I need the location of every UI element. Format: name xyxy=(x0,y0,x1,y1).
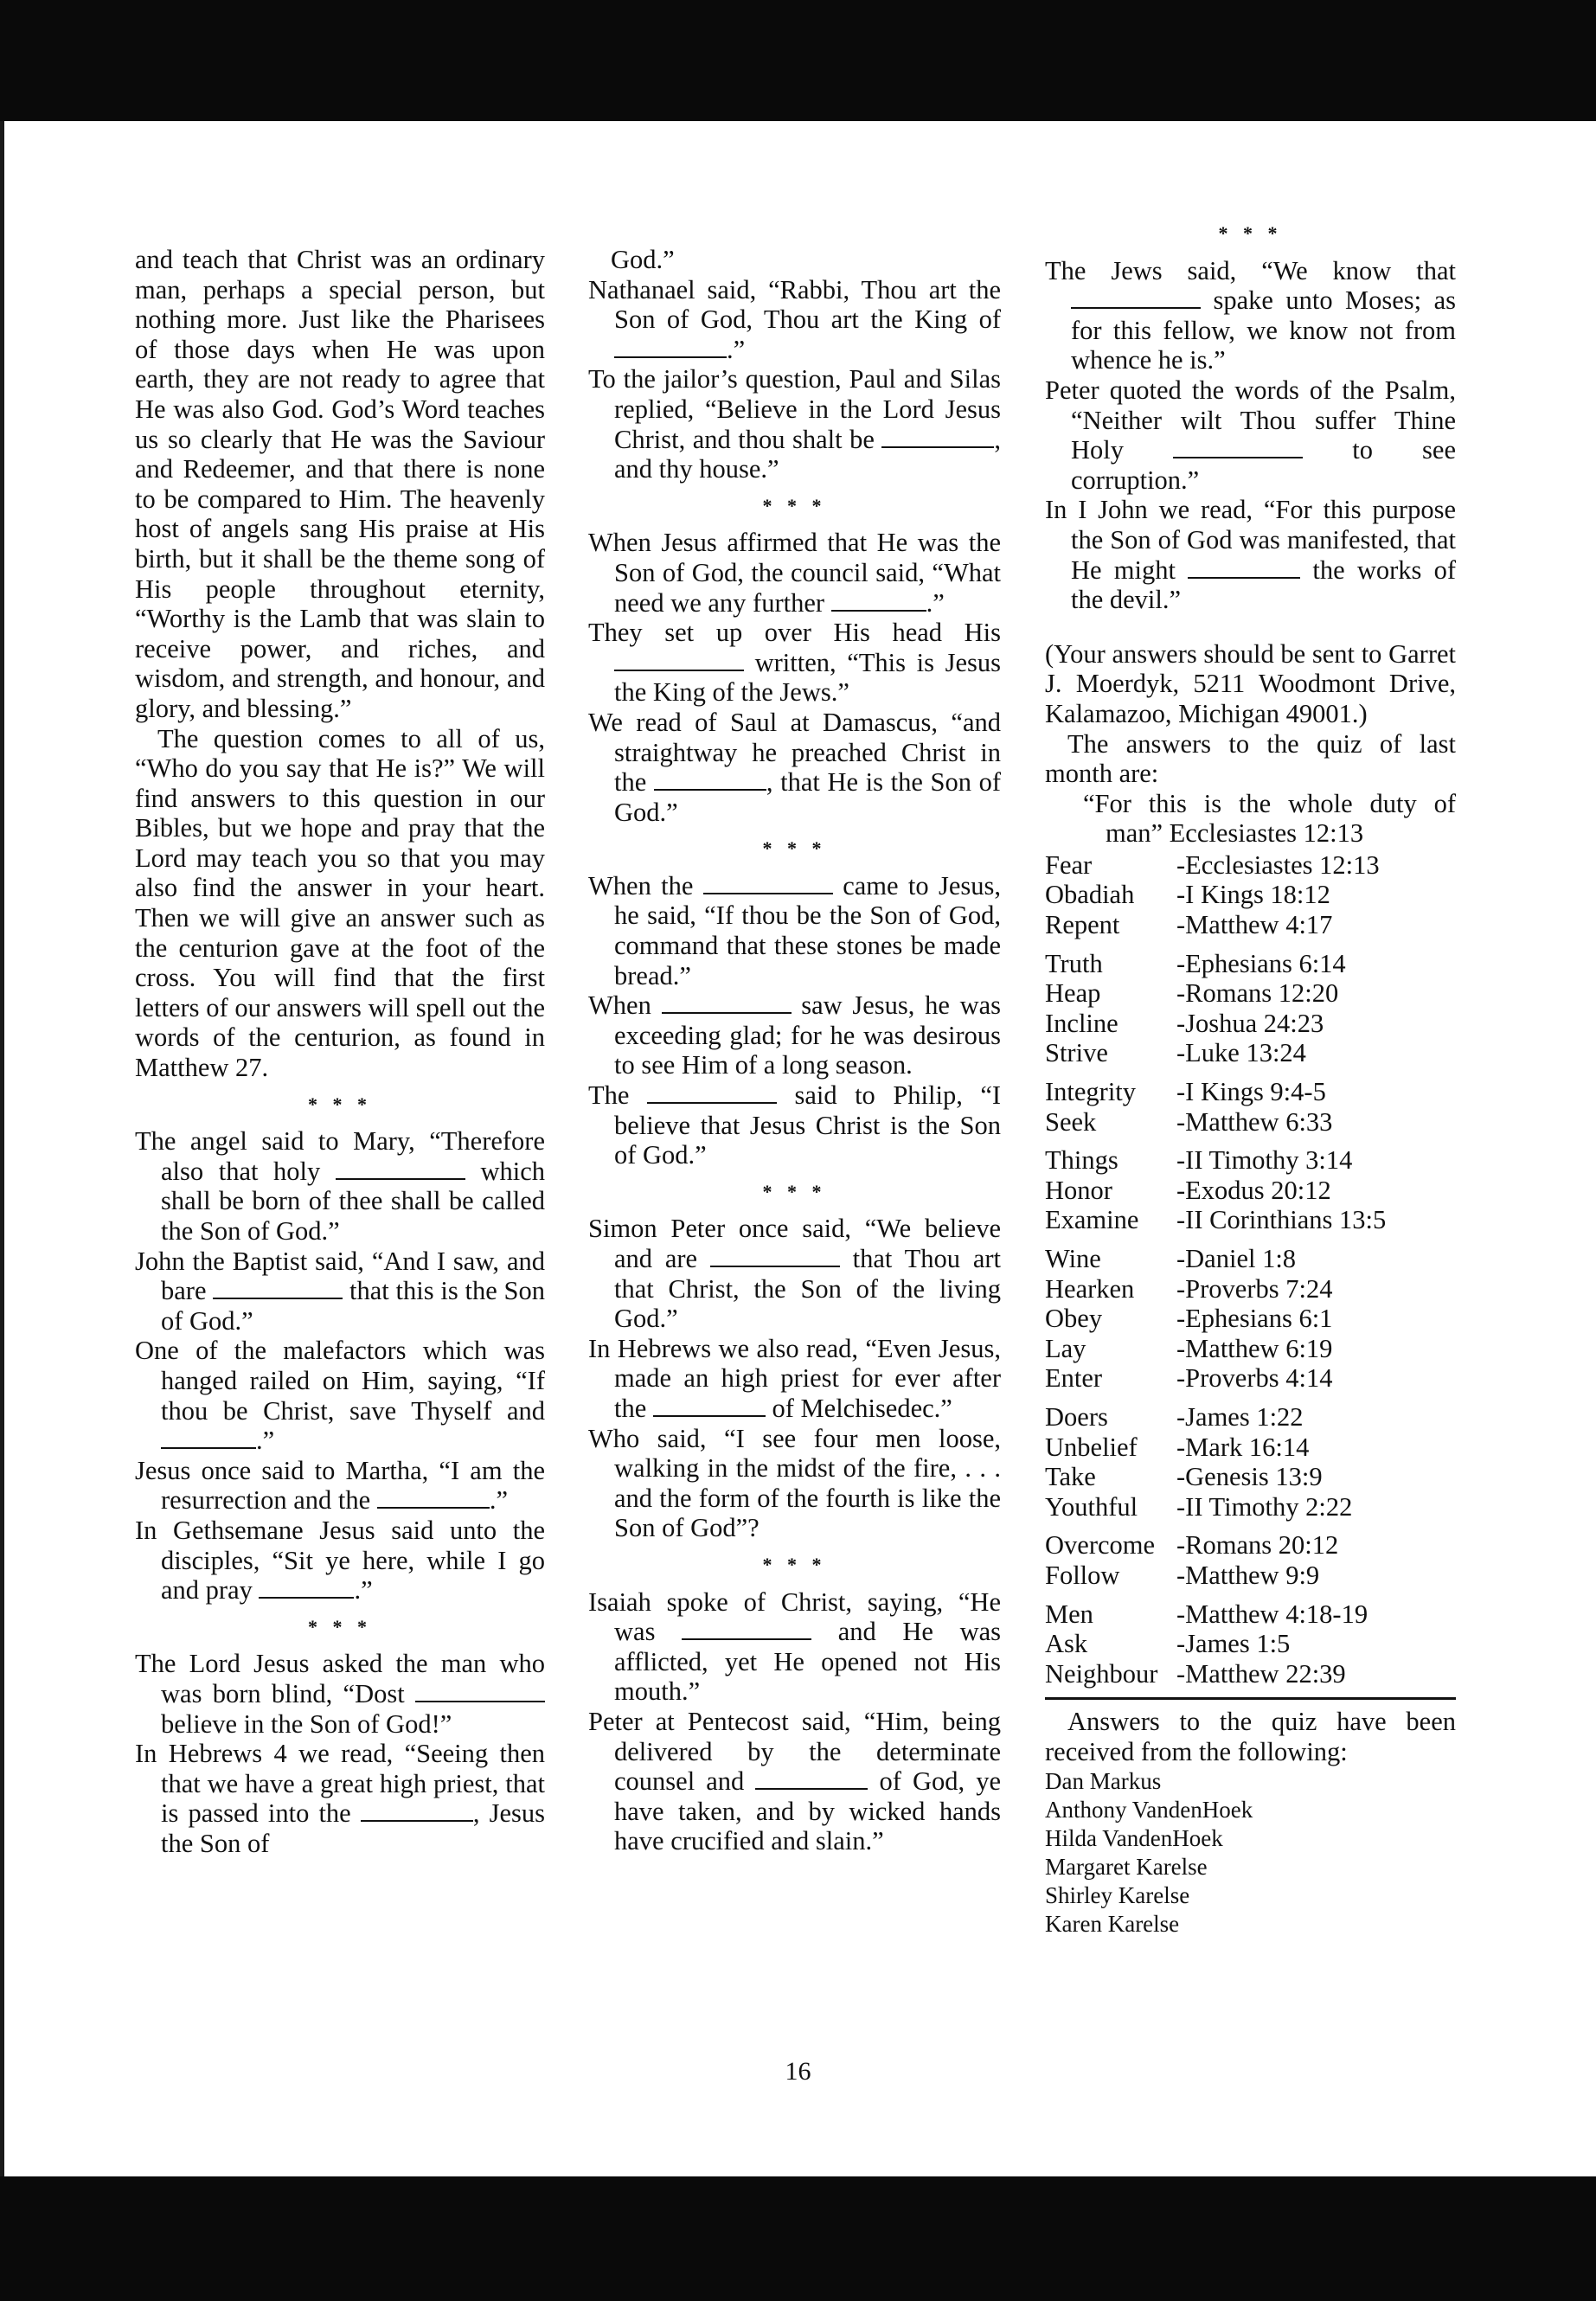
answer-reference: -Ephesians 6:14 xyxy=(1176,948,1346,978)
quiz-item: The said to Philip, “I believe that Jesus Christ is the Son of God.” xyxy=(588,1080,1002,1170)
answer-row xyxy=(1045,1561,1456,1591)
answer-blank xyxy=(614,356,727,358)
answer-row xyxy=(1045,1363,1456,1394)
answer-row xyxy=(1045,880,1456,910)
answer-reference: -James 1:5 xyxy=(1176,1629,1291,1659)
quiz-item: When saw Jesus, he was exceeding glad; for he was desirous to see Him of a long season. xyxy=(588,990,1001,1080)
answer-reference: -Proverbs 7:24 xyxy=(1176,1273,1333,1304)
answer-blank xyxy=(662,1011,792,1014)
answer-row xyxy=(1045,1009,1456,1039)
answer-blank xyxy=(1071,306,1201,309)
scan-bottom-border xyxy=(0,2176,1596,2301)
answer-blank xyxy=(1188,576,1300,579)
last-month-intro: The answers to the quiz of last month are: xyxy=(1045,728,1456,789)
respondent-name: Hilda VandenHoek xyxy=(1045,1824,1223,1851)
answer-blank xyxy=(647,1101,777,1104)
answer-word: Heap xyxy=(1045,978,1101,1009)
answer-word: Obadiah xyxy=(1045,880,1135,910)
answer-word: Obey xyxy=(1045,1304,1103,1334)
answer-blank xyxy=(682,1638,811,1640)
section-divider: * * * xyxy=(762,1180,827,1202)
answer-row xyxy=(1045,1304,1456,1334)
scan-top-border xyxy=(0,0,1596,121)
answer-row xyxy=(1045,978,1456,1009)
answer-group xyxy=(1045,850,1456,940)
answer-row xyxy=(1045,1244,1456,1274)
quiz-item: Isaiah spoke of Christ, saying, “He was and He was afflicted, yet He opened not His mouth.” xyxy=(588,1586,1002,1707)
answer-blank xyxy=(415,1700,545,1702)
answer-row xyxy=(1045,1492,1456,1522)
answer-word: Unbelief xyxy=(1045,1432,1138,1462)
answer-row xyxy=(1045,1402,1456,1433)
answer-row xyxy=(1045,1659,1456,1689)
answer-reference: -Matthew 9:9 xyxy=(1176,1560,1320,1590)
answer-blank xyxy=(336,1177,465,1180)
quiz-item: Who said, “I see four men loose, walking in the midst of the fire, . . . and the form of the fourth is like the Son of God”? xyxy=(588,1423,1001,1543)
section-divider: * * * xyxy=(762,837,827,860)
page-number: 16 xyxy=(785,2057,811,2086)
answer-row xyxy=(1045,850,1456,881)
answer-reference: -Daniel 1:8 xyxy=(1176,1244,1297,1273)
answer-reference: -II Corinthians 13:5 xyxy=(1176,1205,1387,1235)
answer-reference: -I Kings 9:4-5 xyxy=(1176,1077,1326,1107)
answer-reference: -Matthew 6:19 xyxy=(1176,1333,1333,1363)
answer-word: Overcome xyxy=(1045,1530,1156,1561)
answer-group xyxy=(1045,1077,1456,1137)
quiz-item: Nathanael said, “Rabbi, Thou art the Son of God, Thou art the King of .” xyxy=(588,274,1001,364)
answer-word: Truth xyxy=(1045,948,1103,978)
answer-reference: -Proverbs 4:14 xyxy=(1176,1363,1333,1394)
respondent-name: Margaret Karelse xyxy=(1045,1853,1208,1880)
answer-reference: -Romans 20:12 xyxy=(1176,1530,1339,1561)
answer-word: Fear xyxy=(1045,849,1093,880)
answer-word: Lay xyxy=(1045,1333,1086,1363)
quiz-item: When Jesus affirmed that He was the Son of God, the council said, “What need we any further .” xyxy=(588,528,1001,618)
answer-reference: -I Kings 18:12 xyxy=(1176,880,1330,910)
answer-row xyxy=(1045,1433,1456,1463)
respondent-name: Karen Karelse xyxy=(1045,1910,1180,1937)
answer-row xyxy=(1045,1599,1456,1630)
answer-reference: -Mark 16:14 xyxy=(1176,1432,1310,1462)
answer-row xyxy=(1045,1145,1456,1176)
answer-row xyxy=(1045,1530,1456,1561)
quiz-item: John the Baptist said, “And I saw, and bare that this is the Son of God.” xyxy=(135,1246,546,1336)
answer-reference: -Luke 13:24 xyxy=(1176,1038,1306,1068)
answer-group xyxy=(1045,1530,1456,1590)
quiz-item: To the jailor’s question, Paul and Silas replied, “Believe in the Lord Jesus Christ, and thou shalt be , and thy house.” xyxy=(588,364,1001,484)
quiz-item: One of the malefactors which was hanged railed on Him, saying, “If thou be Christ, save Thyself and .” xyxy=(135,1336,545,1456)
question-paragraph: The question comes to all of us, “Who do you say that He is?” We will find answers to this question in our Bibles, but we hope and pray that the Lord may teach you so that you may also find the answer in your heart. Then we will give an answer such as the centurion gave at the foot of the cross. You will find that the first letters of our answers will spell out the words of the centurion, as found in Matthew 27. xyxy=(135,723,545,1083)
answer-group xyxy=(1045,1599,1456,1689)
answer-row xyxy=(1045,1205,1456,1235)
intro-paragraph: and teach that Christ was an ordinary man, perhaps a special person, but nothing more. Just like the Pharisees of those days when He was upon earth, they are not ready to agree that He was also God. God’s Word teaches us so clearly that He was the Saviour and Redeemer, and that there is none to be compared to Him. The heavenly host of angels sang His praise at His birth, but it shall be the theme song of His people throughout eternity, “Worthy is the Lamb that was slain to receive power, and riches, and wisdom, and strength, and honour, and glory, and blessing.” xyxy=(135,245,545,723)
answer-reference: -Genesis 13:9 xyxy=(1176,1462,1323,1492)
answer-word: Seek xyxy=(1045,1106,1097,1137)
answer-blank xyxy=(377,1506,490,1509)
answer-word: Take xyxy=(1045,1462,1096,1492)
answer-blank xyxy=(161,1446,256,1449)
quiz-item: In Gethsemane Jesus said unto the disciples, “Sit ye here, while I go and pray .” xyxy=(135,1515,545,1606)
quiz-item: Simon Peter once said, “We believe and are that Thou art that Christ, the Son of the living God.” xyxy=(588,1214,1001,1334)
answer-blank xyxy=(213,1297,343,1299)
answer-row xyxy=(1045,1038,1456,1068)
answer-reference: -Matthew 22:39 xyxy=(1176,1658,1346,1689)
section-divider: * * * xyxy=(1218,222,1283,244)
answer-row xyxy=(1045,1077,1456,1107)
respondent-name: Dan Markus xyxy=(1045,1767,1162,1794)
answer-blank xyxy=(755,1787,868,1790)
section-divider: * * * xyxy=(308,1615,372,1638)
answer-row xyxy=(1045,1107,1456,1138)
answer-word: Hearken xyxy=(1045,1273,1135,1304)
quiz-item: In Hebrews we also read, “Even Jesus, made an high priest for ever after the of Melchisedec.” xyxy=(588,1333,1001,1423)
quiz-item: The Lord Jesus asked the man who was born blind, “Dost believe in the Son of God!” xyxy=(135,1649,545,1739)
last-month-verse: “For this is the whole duty of man” Ecclesiastes 12:13 xyxy=(1083,788,1456,849)
received-heading: Answers to the quiz have been received from the following: xyxy=(1045,1707,1456,1766)
answer-word: Enter xyxy=(1045,1363,1103,1394)
answer-reference: -II Timothy 2:22 xyxy=(1176,1491,1353,1522)
divider-rule xyxy=(1045,1697,1456,1700)
answer-reference: -Ephesians 6:1 xyxy=(1176,1304,1333,1334)
section-divider: * * * xyxy=(308,1093,372,1115)
answer-reference: -Romans 12:20 xyxy=(1176,978,1339,1009)
answer-word: Men xyxy=(1045,1599,1093,1629)
answer-reference: -Matthew 4:17 xyxy=(1176,910,1333,940)
answer-blank xyxy=(881,445,994,448)
answer-blank xyxy=(614,669,744,671)
answer-blank xyxy=(831,609,926,612)
quiz-item: In I John we read, “For this purpose the Son of God was manifested, that He might the works of the devil.” xyxy=(1045,495,1456,615)
answer-blank xyxy=(361,1819,473,1822)
quiz-item: We read of Saul at Damascus, “and straightway he preached Christ in the , that He is the Son of God.” xyxy=(588,707,1001,827)
scan-left-edge xyxy=(0,121,4,2176)
answer-group xyxy=(1045,1145,1456,1235)
answer-reference: -Matthew 6:33 xyxy=(1176,1106,1333,1137)
answer-row xyxy=(1045,1462,1456,1492)
column-1 xyxy=(135,245,545,1858)
answer-row xyxy=(1045,1334,1456,1364)
answer-group xyxy=(1045,1244,1456,1394)
answer-word: Integrity xyxy=(1045,1077,1137,1107)
respondent-name: Anthony VandenHoek xyxy=(1045,1796,1253,1823)
answer-reference: -Exodus 20:12 xyxy=(1176,1175,1331,1205)
column-3 xyxy=(1045,222,1456,1939)
answer-word: Youthful xyxy=(1045,1491,1138,1522)
answer-row xyxy=(1045,949,1456,979)
answer-word: Examine xyxy=(1045,1205,1139,1235)
answer-word: Repent xyxy=(1045,910,1120,940)
answer-row xyxy=(1045,1274,1456,1304)
answer-word: Follow xyxy=(1045,1560,1120,1590)
answer-word: Doers xyxy=(1045,1401,1108,1432)
column-2 xyxy=(588,245,1001,1856)
quiz-item: Peter at Pentecost said, “Him, being delivered by the determinate counsel and of God, ye have taken, and by wicked hands have crucified and slain.” xyxy=(588,1706,1001,1856)
answer-word: Things xyxy=(1045,1145,1118,1176)
answer-blank xyxy=(703,892,833,894)
answer-word: Ask xyxy=(1045,1629,1088,1659)
answer-word: Incline xyxy=(1045,1008,1118,1038)
answer-blank xyxy=(710,1265,840,1267)
section-divider: * * * xyxy=(762,1553,827,1575)
answer-word: Honor xyxy=(1045,1175,1112,1205)
answers-table xyxy=(1045,850,1456,1689)
quiz-item: In Hebrews 4 we read, “Seeing then that we have a great high priest, that is passed into the , Jesus the Son of xyxy=(135,1739,545,1858)
answer-blank xyxy=(653,1414,766,1417)
answer-reference: -II Timothy 3:14 xyxy=(1176,1145,1353,1176)
answer-word: Neighbour xyxy=(1045,1658,1158,1689)
quiz-item: The angel said to Mary, “Therefore also that holy which shall be born of thee shall be called the Son of God.” xyxy=(135,1126,546,1246)
answer-blank xyxy=(1173,456,1303,458)
submission-address: (Your answers should be sent to Garret J. Moerdyk, 5211 Woodmont Drive, Kalamazoo, Michigan 49001.) xyxy=(1045,638,1456,728)
answer-blank xyxy=(654,788,766,791)
quiz-item: They set up over His head His written, “This is Jesus the King of the Jews.” xyxy=(588,618,1001,708)
answer-reference: -Joshua 24:23 xyxy=(1176,1008,1324,1038)
answer-reference: -Matthew 4:18-19 xyxy=(1176,1599,1368,1629)
respondent-name: Shirley Karelse xyxy=(1045,1881,1190,1908)
quiz-item: When the came to Jesus, he said, “If thou be the Son of God, command that these stones be made bread.” xyxy=(588,870,1002,990)
answer-reference: -Ecclesiastes 12:13 xyxy=(1176,849,1380,880)
quiz-item: Peter quoted the words of the Psalm, “Neither wilt Thou suffer Thine Holy to see corruption.” xyxy=(1045,375,1456,495)
answer-row xyxy=(1045,1176,1456,1206)
answer-blank xyxy=(259,1596,354,1599)
respondent-list xyxy=(1045,1767,1456,1939)
section-divider: * * * xyxy=(762,494,827,516)
quiz-item: Jesus once said to Martha, “I am the resurrection and the .” xyxy=(135,1455,545,1516)
answer-row xyxy=(1045,1629,1456,1659)
answer-word: Strive xyxy=(1045,1038,1108,1068)
answer-group xyxy=(1045,949,1456,1068)
answer-word: Wine xyxy=(1045,1244,1101,1273)
quiz-item: The Jews said, “We know that spake unto Moses; as for this fellow, we know not from whence he is.” xyxy=(1045,255,1456,375)
answer-group xyxy=(1045,1402,1456,1522)
answer-reference: -James 1:22 xyxy=(1176,1401,1304,1432)
continued-text: God.” xyxy=(611,245,675,274)
answer-row xyxy=(1045,910,1456,940)
